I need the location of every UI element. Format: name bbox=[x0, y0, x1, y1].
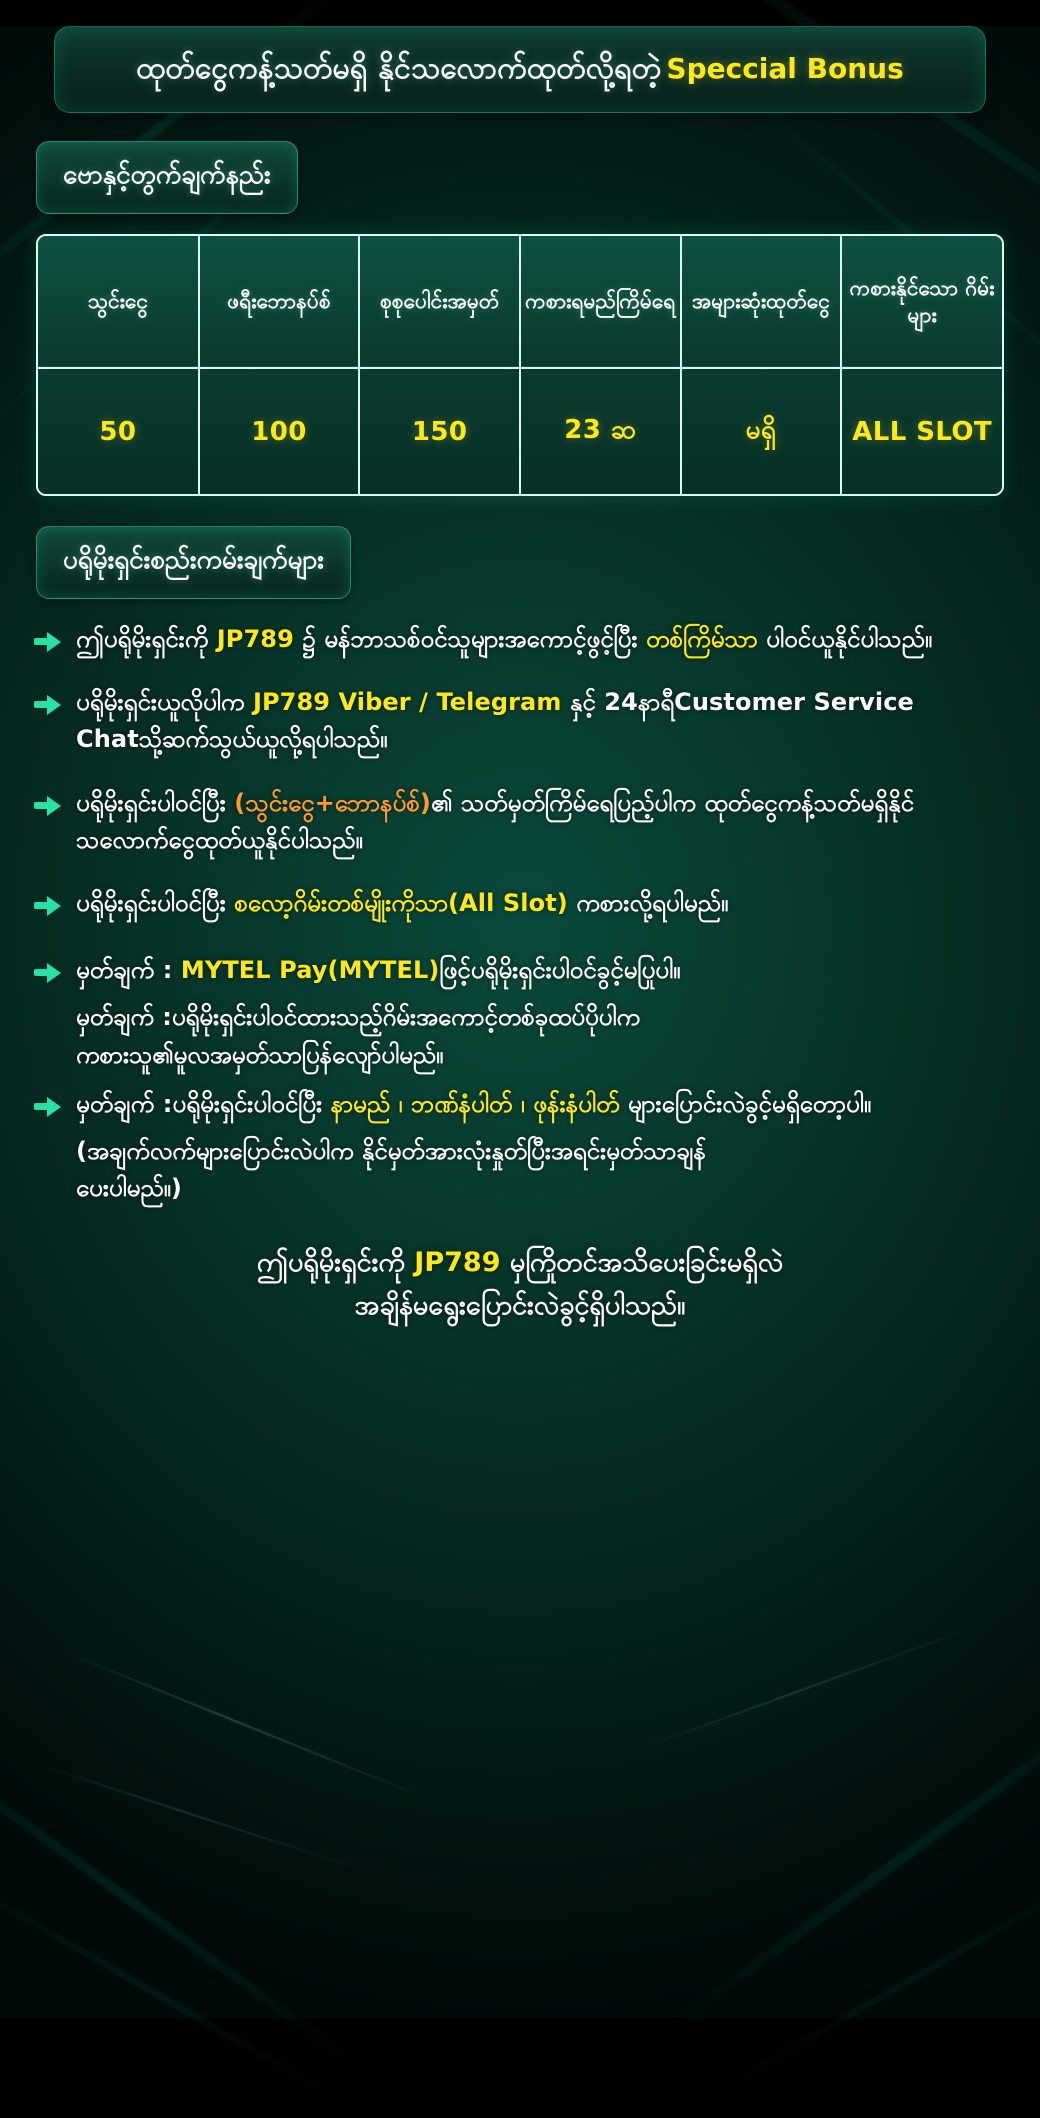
bullet-text-3: ပရိုမိုးရှင်းပါဝင်ပြီး (သွင်းငွေ+ဘောနပ်စ်)၏ သတ်မှတ်ကြိမ်ရေပြည့်ပါက ထုတ်ငွေကန့်သတ်မရှိနိုင်သလောက်ငွေထုတ်ယူနိုင်ပါသည်။ bbox=[76, 788, 915, 854]
bonus-table bbox=[36, 234, 1004, 496]
cell-free-bonus: 100 bbox=[199, 368, 360, 494]
title-banner bbox=[54, 26, 986, 113]
arrow-right-icon bbox=[34, 695, 62, 715]
bullet-text-1: ဤပရိုမိုးရှင်းကို JP789 ၌ မန်ဘာသစ်ဝင်သူများအကောင့်ဖွင့်ပြီး တစ်ကြိမ်သာ ပါဝင်ယူနိုင်ပါသည်။ bbox=[76, 625, 933, 653]
note-text-1: မှတ်ချက် : MYTEL Pay(MYTEL)ဖြင့်ပရိုမိုးရှင်းပါဝင်ခွင့်မပြုပါ။ bbox=[76, 956, 681, 985]
section-heading-terms-label: ပရိုမိုးရှင်းစည်းကမ်းချက်များ bbox=[63, 545, 324, 575]
footer-brand: JP789 bbox=[414, 1247, 501, 1279]
section-heading-terms bbox=[36, 526, 351, 599]
arrow-right-icon bbox=[34, 1097, 62, 1117]
table-header-deposit: သွင်းငွေ bbox=[38, 236, 199, 368]
table-header-max-withdraw: အများဆုံးထုတ်ငွေ bbox=[681, 236, 842, 368]
arrow-right-icon bbox=[34, 963, 62, 983]
title-accent: Speccial Bonus bbox=[666, 52, 904, 85]
cell-deposit: 50 bbox=[38, 368, 199, 494]
note-text-2: မှတ်ချက် :ပရိုမိုးရှင်းပါဝင်ပြီး နာမည် ၊ ဘဏ်နံပါတ် ၊ ဖုန်းနံပါတ် များပြောင်းလဲခွင့်မရှိတော့ပါ။ bbox=[76, 1089, 872, 1118]
note-subline-2: ကစားသူ၏မူလအမှတ်သာပြန်လျော်ပါမည်။ bbox=[76, 1040, 444, 1069]
bullet-text-4: ပရိုမိုးရှင်းပါဝင်ပြီး စလော့ဂိမ်းတစ်မျိုးကိုသာ(All Slot) ကစားလို့ရပါမည်။ bbox=[76, 888, 729, 917]
list-item bbox=[34, 885, 1006, 922]
section-heading-rate bbox=[36, 141, 298, 214]
note-subline-1: မှတ်ချက် :ပရိုမိုးရှင်းပါဝင်ထားသည့်ဂိမ်းအကောင့်တစ်ခုထပ်ပိုပါက bbox=[76, 1003, 640, 1032]
table-header-turnover: ကစားရမည်ကြိမ်ရေ bbox=[520, 236, 681, 368]
cell-turnover: 23 ဆ bbox=[520, 368, 681, 494]
terms-list bbox=[34, 621, 1006, 1207]
arrow-right-icon bbox=[34, 896, 62, 916]
section-heading-rate-label: ဗောနှင့်တွက်ချက်နည်း bbox=[63, 160, 271, 190]
arrow-right-icon bbox=[34, 632, 62, 652]
note-subline-3: (အချက်လက်များပြောင်းလဲပါက နိုင်မှတ်အားလုံးနှုတ်ပြီးအရင်းမှတ်သာချန် bbox=[76, 1136, 706, 1165]
footer-line1-pre: ဤပရိုမိုးရှင်းကို bbox=[256, 1247, 415, 1279]
table-row bbox=[38, 368, 1002, 494]
list-item-note-1 bbox=[34, 952, 1006, 989]
table-header-free-bonus: ဖရီးဘောနပ်စ် bbox=[199, 236, 360, 368]
list-item bbox=[34, 684, 1006, 758]
cell-games: ALL SLOT bbox=[852, 416, 992, 447]
table-header-games: ကစားနိုင်သော ဂိမ်းများ bbox=[849, 275, 995, 327]
promo-page bbox=[0, 26, 1040, 2018]
list-item-note-2 bbox=[34, 1086, 1006, 1123]
footer-line2: အချိန်မရွေးပြောင်းလဲခွင့်ရှိပါသည်။ bbox=[354, 1290, 686, 1322]
title-main: ထုတ်ငွေကန့်သတ်မရှိ နိုင်သလောက်ထုတ်လို့ရတဲ့ bbox=[136, 51, 662, 86]
note-subline-4: ပေးပါမည်။) bbox=[76, 1174, 182, 1203]
cell-max-withdraw: မရှိ bbox=[681, 368, 842, 494]
list-item bbox=[34, 785, 1006, 859]
list-item bbox=[34, 621, 1006, 658]
footer-line1-post: မှကြိုတင်အသိပေးခြင်းမရှိလဲ bbox=[500, 1247, 784, 1279]
cell-total-points: 150 bbox=[359, 368, 520, 494]
footer-disclaimer bbox=[50, 1241, 990, 1327]
table-header-total-points: စုစုပေါင်းအမှတ် bbox=[359, 236, 520, 368]
bullet-text-2: ပရိုမိုးရှင်းယူလိုပါက JP789 Viber / Telegram နှင့် 24နာရီCustomer Service Chatသို့ဆက်သွယ်ယူလို့ရပါသည်။ bbox=[76, 688, 914, 754]
table-header-row bbox=[38, 236, 1002, 368]
arrow-right-icon bbox=[34, 796, 62, 816]
